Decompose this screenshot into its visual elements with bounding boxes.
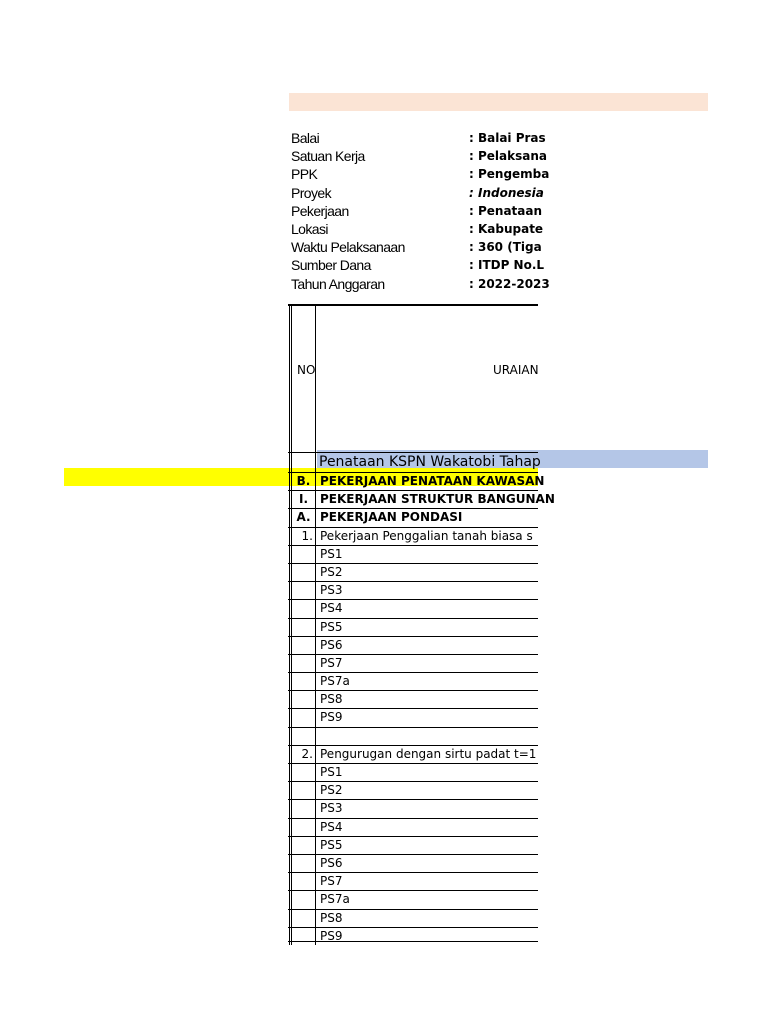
- table-row: [288, 854, 538, 872]
- row-description: PS9: [320, 710, 343, 725]
- info-value: : 360 (Tiga: [469, 240, 542, 255]
- info-value: : ITDP No.L: [469, 258, 545, 273]
- row-description: PS3: [320, 801, 343, 816]
- info-value: : Pengemba: [469, 167, 550, 182]
- table-row: [288, 452, 541, 472]
- row-description: PS6: [320, 637, 343, 652]
- info-label: Waktu Pelaksanaan: [291, 239, 405, 256]
- info-row: [291, 238, 542, 256]
- info-row: [291, 129, 546, 147]
- row-number: [289, 453, 316, 472]
- row-number: [289, 582, 316, 599]
- row-number: [289, 928, 316, 945]
- row-number: I.: [289, 491, 316, 508]
- table-row: [288, 672, 538, 690]
- info-label: Tahun Anggaran: [291, 275, 385, 292]
- info-value: : Kabupate: [469, 221, 544, 236]
- info-row: [291, 202, 543, 220]
- row-number: [289, 637, 316, 654]
- table-row: [288, 708, 538, 726]
- row-number: [289, 910, 316, 927]
- table-row: [288, 563, 538, 581]
- table-row: [288, 818, 538, 836]
- table-row: [288, 890, 538, 908]
- row-description: PEKERJAAN PENATAAN KAWASAN: [320, 474, 545, 488]
- info-row: [291, 275, 550, 293]
- info-value: : Indonesia: [469, 185, 544, 200]
- project-info: [291, 129, 550, 293]
- info-row: [291, 165, 550, 183]
- table-row: [288, 763, 538, 781]
- row-number: [289, 891, 316, 908]
- row-description: PS2: [320, 564, 343, 579]
- row-number: [289, 873, 316, 890]
- row-description: PEKERJAAN PONDASI: [320, 510, 463, 525]
- row-number: [289, 800, 316, 817]
- row-description: PS6: [320, 855, 343, 870]
- info-label: Balai: [291, 130, 320, 146]
- row-description: PS5: [320, 619, 343, 634]
- info-value: : Balai Pras: [469, 131, 546, 145]
- table-body: [288, 452, 555, 945]
- row-number: [289, 619, 316, 636]
- row-description: PS9: [320, 928, 343, 943]
- row-number: [289, 655, 316, 672]
- table-row: [288, 618, 538, 636]
- row-description: PS4: [320, 601, 343, 616]
- table-row: [288, 727, 538, 745]
- row-number: [289, 600, 316, 617]
- boq-table: [288, 304, 555, 943]
- row-description: PS8: [320, 692, 343, 707]
- table-row: [288, 872, 538, 890]
- info-row: [291, 147, 547, 165]
- row-number: [289, 673, 316, 690]
- row-number: [289, 782, 316, 799]
- info-label: Sumber Dana: [291, 257, 371, 274]
- row-number: B.: [289, 473, 316, 490]
- table-row: [288, 927, 538, 945]
- row-description: Pengurugan dengan sirtu padat t=1: [320, 746, 537, 761]
- table-row: [288, 581, 538, 599]
- table-row: [288, 527, 538, 545]
- row-number: 2.: [289, 746, 316, 763]
- row-number: [289, 691, 316, 708]
- table-row: [288, 472, 545, 490]
- info-label: Proyek: [291, 184, 331, 201]
- row-number: [289, 837, 316, 854]
- row-description: PS7: [320, 655, 343, 670]
- row-number: [289, 764, 316, 781]
- info-label: PPK: [291, 166, 318, 183]
- table-row: [288, 636, 538, 654]
- header-no-cell: [289, 306, 316, 452]
- row-description: PS4: [320, 819, 343, 834]
- header-no: NO: [297, 363, 316, 377]
- table-row: [288, 545, 538, 563]
- row-description: PS1: [320, 546, 343, 561]
- info-row: [291, 220, 544, 238]
- table-row: [288, 508, 538, 526]
- row-description: Pekerjaan Penggalian tanah biasa s: [320, 528, 533, 543]
- row-number: [289, 709, 316, 726]
- table-row: [288, 654, 538, 672]
- row-number: [289, 564, 316, 581]
- row-description: PS1: [320, 765, 343, 779]
- info-label: Pekerjaan: [291, 202, 349, 219]
- row-description: PS5: [320, 837, 343, 852]
- info-value: : Pelaksana: [469, 149, 547, 164]
- row-description: PEKERJAAN STRUKTUR BANGUNAN: [320, 492, 555, 507]
- table-row: [288, 490, 555, 508]
- table-row: [288, 781, 538, 799]
- row-description: PS8: [320, 910, 343, 925]
- table-row: [288, 836, 538, 854]
- row-number: A.: [289, 509, 316, 526]
- row-number: [289, 546, 316, 563]
- table-row: [288, 745, 538, 763]
- row-number: [289, 728, 316, 745]
- row-description: PS7a: [320, 674, 350, 689]
- table-row: [288, 599, 538, 617]
- info-row: [291, 184, 544, 202]
- row-number: 1.: [289, 528, 316, 545]
- row-description: Penataan KSPN Wakatobi Tahap: [319, 454, 541, 470]
- table-row: [288, 690, 538, 708]
- row-number: [289, 819, 316, 836]
- info-label: Lokasi: [291, 220, 328, 237]
- row-description: PS7: [320, 874, 343, 889]
- row-description: PS2: [320, 783, 343, 798]
- table-header: [288, 306, 538, 452]
- row-number: [289, 855, 316, 872]
- row-description: PS3: [320, 583, 343, 598]
- info-value: : Penataan: [469, 203, 543, 218]
- info-value: : 2022-2023: [469, 276, 550, 291]
- info-row: [291, 256, 545, 274]
- header-uraian: URAIAN: [493, 363, 539, 377]
- table-row: [288, 799, 538, 817]
- info-label: Satuan Kerja: [291, 148, 365, 165]
- row-description: PS7a: [320, 892, 350, 907]
- table-row: [288, 909, 538, 927]
- header-band: [289, 93, 708, 111]
